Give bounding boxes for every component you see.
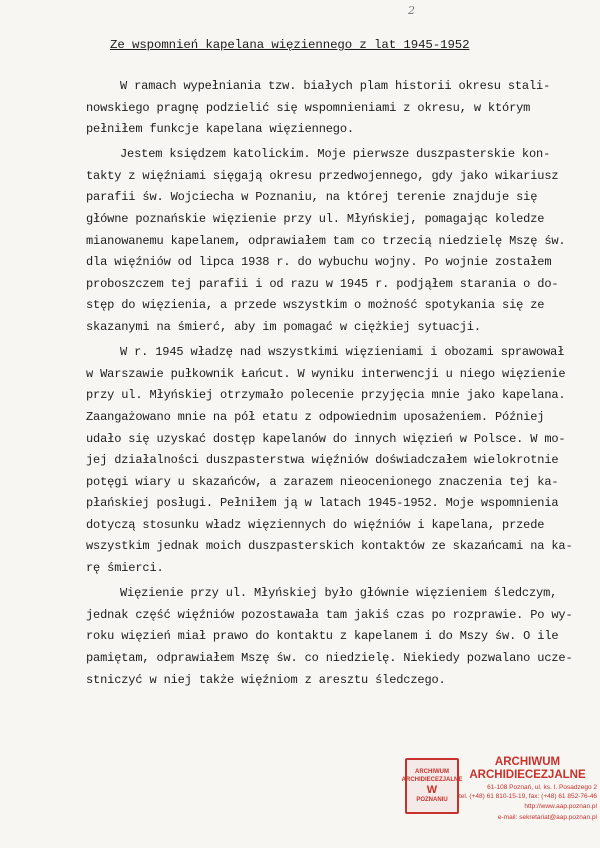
paragraph-1 bbox=[86, 76, 586, 141]
text-line: główne poznańskie więzienie przy ul. Młyńskiej, pomagając koledze bbox=[86, 212, 545, 227]
archive-stamp bbox=[401, 756, 597, 838]
text-line: takty z więźniami sięgają okresu przedwojennego, gdy jako wikariusz bbox=[86, 168, 559, 183]
archive-website: http://www.aap.poznan.pl bbox=[524, 803, 597, 810]
archive-address: 61-108 Poznań, ul. ks. I. Posadzego 2 bbox=[487, 784, 597, 791]
logo-text: ARCHIWUM bbox=[415, 769, 449, 775]
archive-name-line: ARCHIDIECEZJALNE bbox=[469, 769, 586, 781]
archive-phone: tel. (+48) 61 810-15-19, fax: (+48) 61 852-76-46 bbox=[458, 793, 597, 800]
logo-text: ARCHIDIECEZJALNE bbox=[401, 777, 463, 783]
text-line: płańskiej posługi. Pełniłem ją w latach 1945-1952. Moje wspomnienia bbox=[86, 496, 559, 511]
text-line: W ramach wypełniania tzw. białych plam historii okresu stali- bbox=[120, 79, 551, 93]
document-body bbox=[86, 76, 586, 691]
text-line: przy ul. Młyńskiej otrzymało polecenie przyjęcia mnie jako kapelana. bbox=[86, 388, 566, 403]
logo-text: W bbox=[426, 784, 438, 796]
paragraph-4 bbox=[86, 583, 586, 691]
text-line: stniczyć w niej także więźniom z aresztu śledczego. bbox=[86, 672, 446, 687]
text-line: nowskiego pragnę podzielić się wspomnieniami z okresu, w którym bbox=[86, 100, 531, 115]
text-line: mianowanemu kapelanem, odprawiałem tam co trzecią niedzielę Mszę św. bbox=[86, 233, 566, 248]
page-number: 2 bbox=[408, 4, 415, 17]
text-line: roku więzień miał prawo do kontaktu z kapelanem i do Mszy św. O ile bbox=[86, 629, 559, 644]
text-line: jednak część więźniów pozostawała tam jakiś czas po rozprawie. Po wy- bbox=[86, 607, 573, 622]
text-line: proboszczem tej parafii i od razu w 1945 r. podjąłem starania o do- bbox=[86, 276, 559, 291]
text-line: W r. 1945 władzę nad wszystkimi więzieniami i obozami sprawował bbox=[120, 345, 565, 360]
text-line: Więzienie przy ul. Młyńskiej było głównie więzieniem śledczym, bbox=[120, 586, 558, 601]
document-title: Ze wspomnień kapelana więziennego z lat 1945-1952 bbox=[110, 38, 470, 52]
archive-name bbox=[460, 756, 595, 782]
text-line: pełniłem funkcje kapelana więziennego. bbox=[86, 122, 354, 137]
paragraph-2 bbox=[86, 144, 586, 338]
text-line: w Warszawie pułkownik Łańcut. W wyniku interwencji u niego więzienie bbox=[86, 366, 566, 381]
text-line: skazanymi na śmierć, aby im pomagać w ciężkiej sytuacji. bbox=[86, 320, 481, 335]
text-line: stęp do więzienia, a przede wszystkim o możność spotykania się ze bbox=[86, 298, 545, 313]
archive-email: e-mail: sekretariat@aap.poznan.pl bbox=[497, 814, 597, 821]
text-line: rę śmierci. bbox=[86, 561, 164, 576]
text-line: wszystkim jednak moich duszpasterskich kontaktów ze skazańcami na ka- bbox=[86, 539, 573, 554]
text-line: dotyczą stosunku władz więziennych do więźniów i kapelana, przede bbox=[86, 517, 545, 532]
text-line: Zaangażowano mnie na pół etatu z odpowiednim uposażeniem. Później bbox=[86, 409, 545, 424]
archive-name-line: ARCHIWUM bbox=[494, 756, 561, 768]
text-line: potęgi wiary u skazańców, a zarazem nieocenionego znaczenia tej ka- bbox=[86, 474, 559, 489]
text-line: dla więźniów od lipca 1938 r. do wybuchu wojny. Po wojnie zostałem bbox=[86, 255, 552, 270]
text-line: jej działalności duszpasterstwa więźniów doświadczałem wielokrotnie bbox=[86, 453, 559, 468]
text-line: pamiętam, odprawiałem Mszę św. co niedzielę. Niekiedy pozwalano ucze- bbox=[86, 650, 573, 665]
paragraph-3 bbox=[86, 342, 586, 580]
logo-text: POZNANIU bbox=[416, 797, 448, 803]
text-line: udało się uzyskać dostęp kapelanów do innych więzień w Polsce. W mo- bbox=[86, 431, 566, 446]
text-line: parafii św. Wojciecha w Poznaniu, na której terenie znajduje się bbox=[86, 190, 538, 205]
text-line: Jestem księdzem katolickim. Moje pierwsze duszpasterskie kon- bbox=[120, 147, 551, 162]
